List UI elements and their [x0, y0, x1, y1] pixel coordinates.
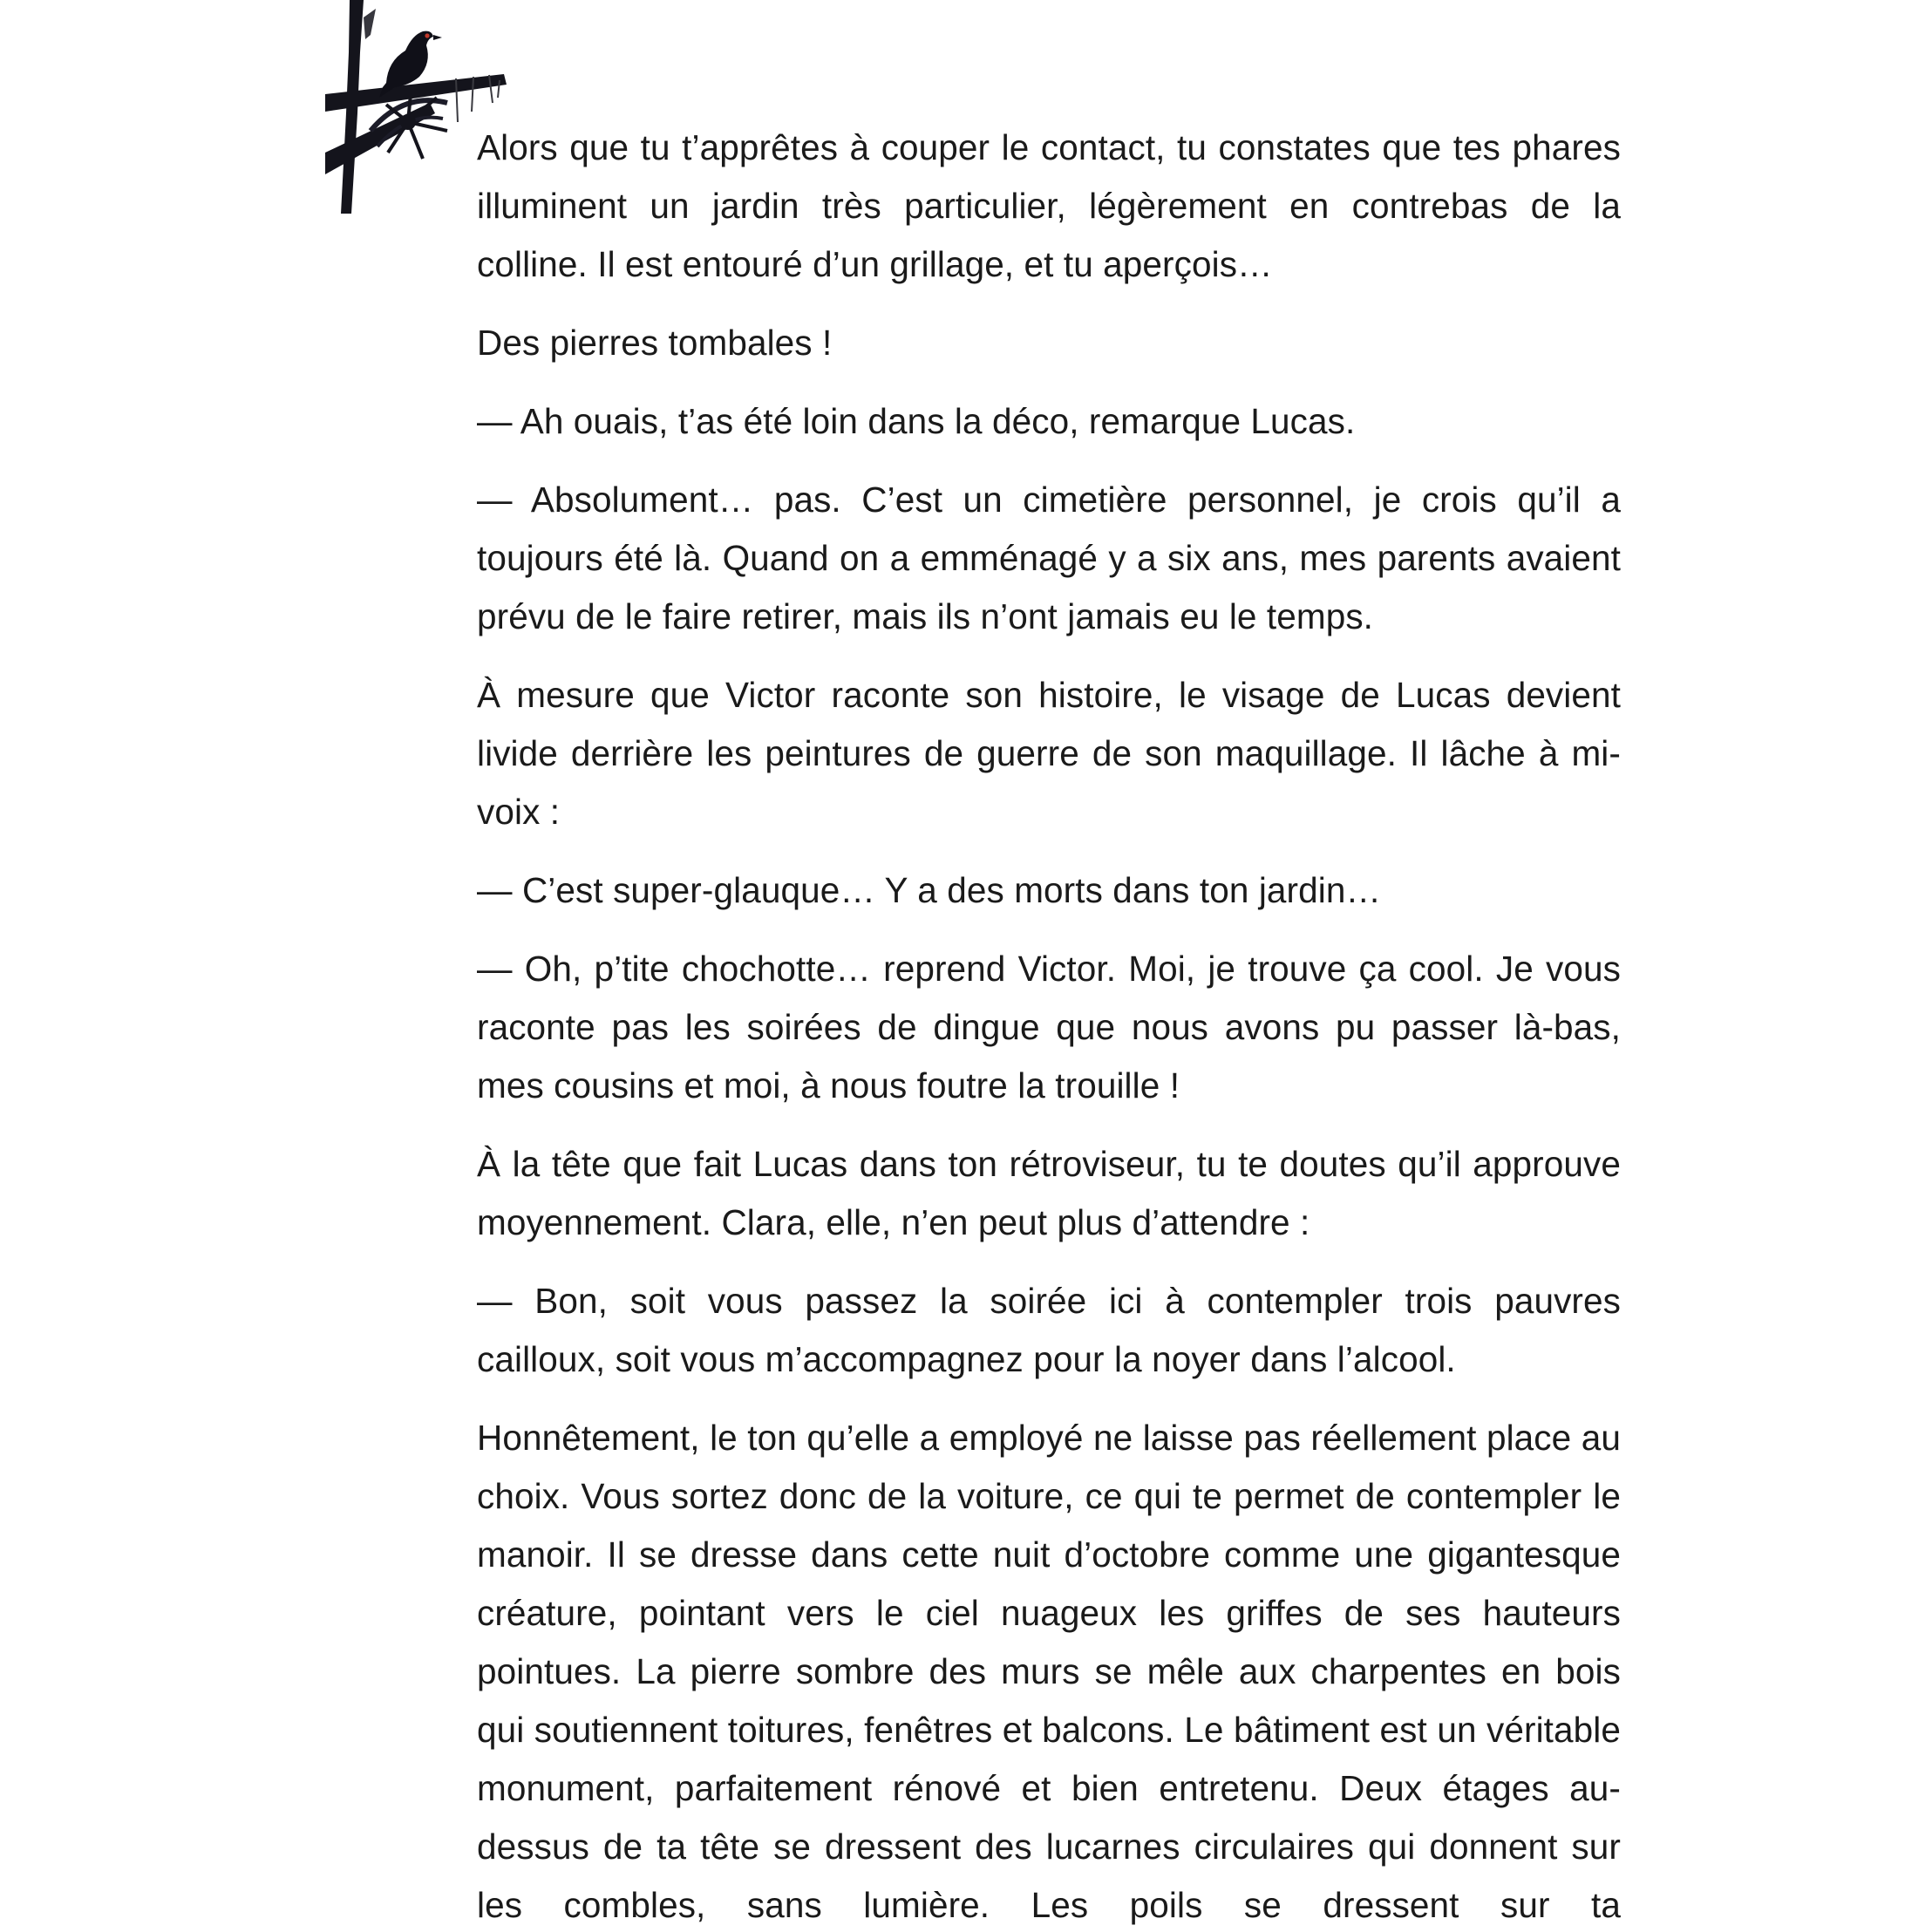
dialogue-paragraph: — Bon, soit vous passez la soirée ici à contempler trois pauvres cailloux, soit vous m’accompagnez pour la noyer dans l’alcool.	[477, 1281, 1621, 1379]
dialogue-paragraph: — Oh, p’tite chochotte… reprend Victor. Moi, je trouve ça cool. Je vous raconte pas les soirées de dingue que nous avons pu passer là-bas, mes cousins et moi, à nous foutre la trouille !	[477, 949, 1621, 1105]
dialogue-paragraph: — Absolument… pas. C’est un cimetière personnel, je crois qu’il a toujours été là. Quand on a emménagé y a six ans, mes parents avaient prévu de le faire retirer, mais ils n’ont jamais eu le temps.	[477, 480, 1621, 636]
paragraph: Des pierres tombales !	[477, 323, 833, 363]
dialogue-paragraph: — Ah ouais, t’as été loin dans la déco, remarque Lucas.	[477, 401, 1356, 441]
paragraph: Alors que tu t’apprêtes à couper le contact, tu constates que tes phares illuminent un jardin très particulier, légèrement en contrebas de la colline. Il est entouré d’un grillage, et tu aperçois…	[477, 127, 1621, 284]
paragraph: À la tête que fait Lucas dans ton rétroviseur, tu te doutes qu’il approuve moyennement. Clara, elle, n’en peut plus d’attendre :	[477, 1144, 1621, 1242]
paragraph: Honnêtement, le ton qu’elle a employé ne laisse pas réellement place au choix. Vous sortez donc de la voiture, ce qui te permet de contempler le manoir. Il se dresse dans cette nuit d’octobre comme une gigantesque créature, pointant vers le ciel nuageux les griffes de ses hauteurs pointues. La pierre sombre des murs se mêle aux charpentes en bois qui soutiennent toitures, fenêtres et balcons. Le bâtiment est un véritable monument, parfaitement rénové et bien entretenu. Deux étages au-dessus de ta tête se dressent des lucarnes circulaires qui donnent sur les combles, sans lumière. Les poils se dressent sur ta	[477, 1418, 1621, 1925]
story-text	[477, 119, 1621, 1932]
dialogue-paragraph: — C’est super-glauque… Y a des morts dans ton jardin…	[477, 870, 1382, 910]
paragraph: À mesure que Victor raconte son histoire, le visage de Lucas devient livide derrière les peintures de guerre de son maquillage. Il lâche à mi-voix :	[477, 675, 1621, 832]
